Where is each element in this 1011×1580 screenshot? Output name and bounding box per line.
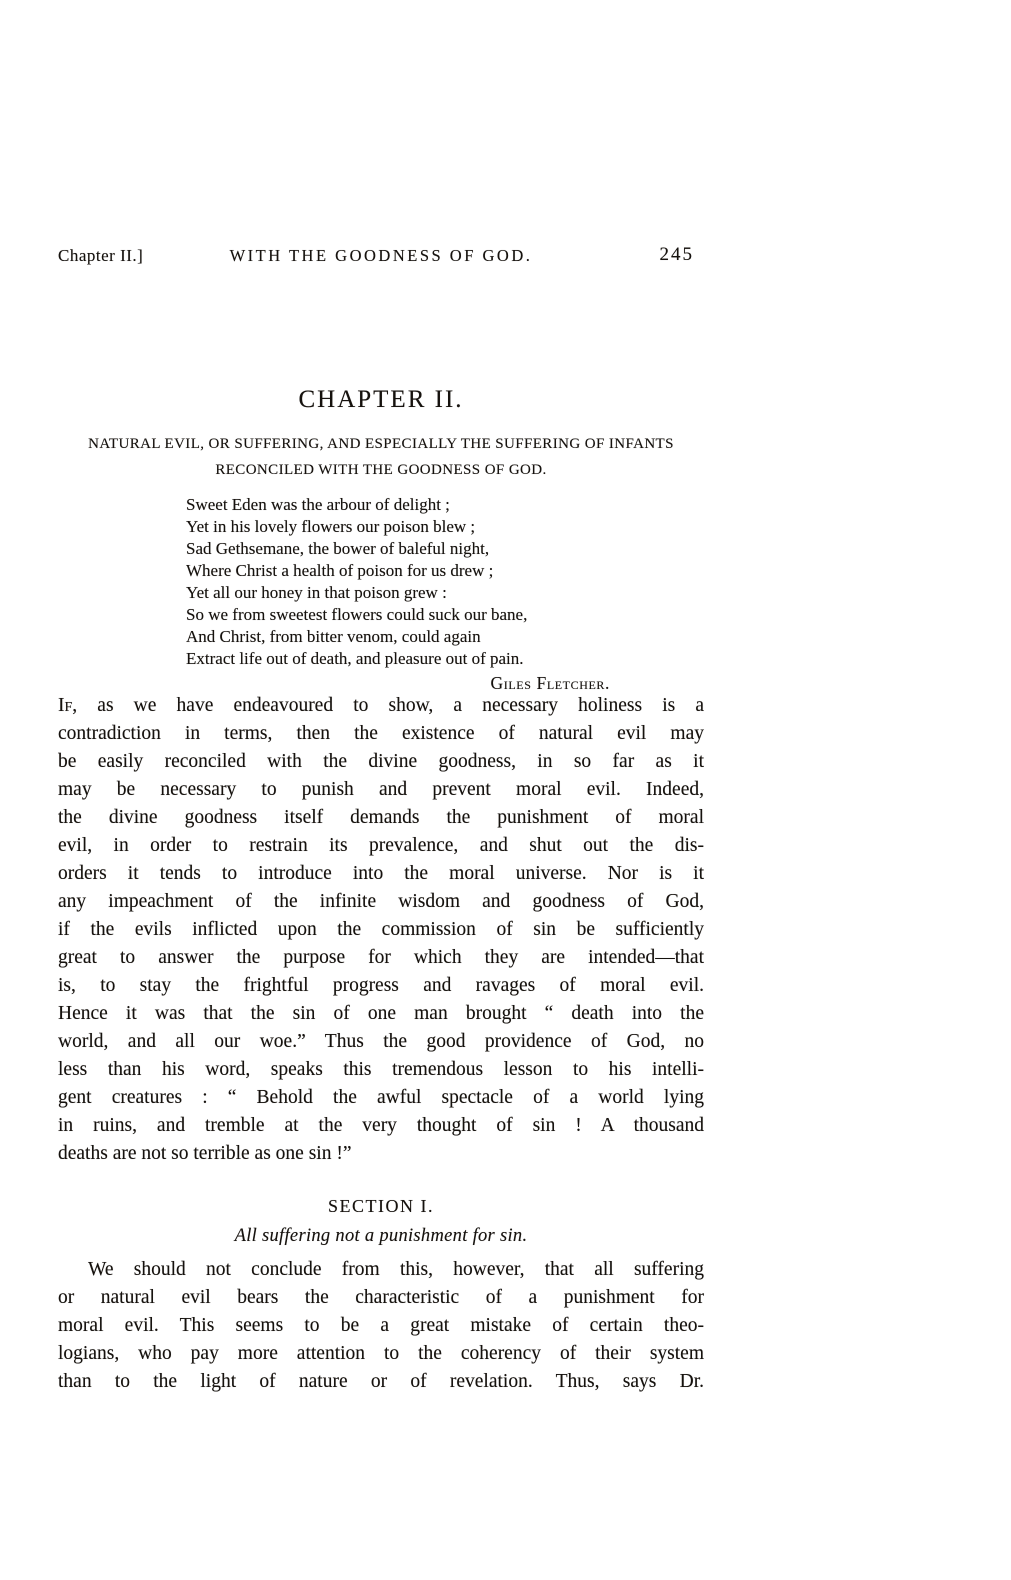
lead-small-caps: If bbox=[58, 695, 73, 716]
text-line: deaths are not so terrible as one sin !” bbox=[58, 1143, 352, 1164]
poem-line: Sweet Eden was the arbour of delight ; bbox=[186, 495, 450, 514]
text-line: moral evil. This seems to be a great mistake of certain theo- bbox=[58, 1315, 704, 1336]
text-line: or natural evil bears the characteristic of a punishment for bbox=[58, 1287, 704, 1308]
poem-line: Sad Gethsemane, the bower of baleful night, bbox=[186, 539, 490, 558]
text-line: than to the light of nature or of revelation. Thus, says Dr. bbox=[58, 1371, 704, 1392]
text-line-content: , as we have endeavoured to show, a necessary holiness is a bbox=[72, 695, 704, 716]
poem-line: Yet all our honey in that poison grew : bbox=[186, 583, 447, 602]
text-line: Hence it was that the sin of one man brought “ death into the bbox=[58, 1003, 704, 1024]
epigraph-poem bbox=[186, 494, 610, 694]
poem-line: Yet in his lovely flowers our poison blew ; bbox=[186, 517, 476, 536]
chapter-subtitle-line: RECONCILED WITH THE GOODNESS OF GOD. bbox=[215, 462, 547, 478]
text-line: contradiction in terms, then the existence of natural evil may bbox=[58, 723, 704, 744]
text-line: any impeachment of the infinite wisdom and goodness of God, bbox=[58, 891, 704, 912]
text-line: great to answer the purpose for which they are intended—that bbox=[58, 947, 704, 968]
text-line: world, and all our woe.” Thus the good providence of God, no bbox=[58, 1031, 704, 1052]
chapter-title: CHAPTER II. bbox=[298, 386, 464, 413]
running-head bbox=[58, 244, 704, 270]
poem-line: So we from sweetest flowers could suck our bane, bbox=[186, 605, 528, 624]
text-line: is, to stay the frightful progress and ravages of moral evil. bbox=[58, 975, 704, 996]
text-line: be easily reconciled with the divine goodness, in so far as it bbox=[58, 751, 704, 772]
chapter-subtitle bbox=[38, 431, 724, 483]
text-line: evil, in order to restrain its prevalence, and shut out the dis- bbox=[58, 835, 704, 856]
poem-line: Where Christ a health of poison for us drew ; bbox=[186, 561, 494, 580]
body-paragraph-1 bbox=[58, 692, 704, 1168]
text-line: We should not conclude from this, however, that all suffering bbox=[88, 1259, 704, 1280]
section-subtitle: All suffering not a punishment for sin. bbox=[234, 1226, 528, 1246]
running-head-chapter: Chapter II.] bbox=[58, 246, 144, 265]
text-line: less than his word, speaks this tremendous lesson to his intelli- bbox=[58, 1059, 704, 1080]
text-line bbox=[58, 692, 704, 720]
section-title: SECTION I. bbox=[328, 1196, 434, 1216]
text-line: gent creatures : “ Behold the awful spectacle of a world lying bbox=[58, 1087, 704, 1108]
chapter-subtitle-line: NATURAL EVIL, OR SUFFERING, AND ESPECIALLY THE SUFFERING OF INFANTS bbox=[88, 436, 674, 452]
poem-line: And Christ, from bitter venom, could again bbox=[186, 627, 481, 646]
text-line: may be necessary to punish and prevent moral evil. Indeed, bbox=[58, 779, 704, 800]
text-line: orders it tends to introduce into the moral universe. Nor is it bbox=[58, 863, 704, 884]
poem-attribution: Giles Fletcher. bbox=[490, 673, 610, 693]
text-line: if the evils inflicted upon the commission of sin be sufficiently bbox=[58, 919, 704, 940]
text-line: the divine goodness itself demands the punishment of moral bbox=[58, 807, 704, 828]
page-number: 245 bbox=[659, 244, 694, 265]
body-paragraph-2 bbox=[58, 1256, 704, 1396]
text-line: in ruins, and tremble at the very thought of sin ! A thousand bbox=[58, 1115, 704, 1136]
poem-line: Extract life out of death, and pleasure out of pain. bbox=[186, 649, 524, 668]
text-line: logians, who pay more attention to the coherency of their system bbox=[58, 1343, 704, 1364]
running-head-title: WITH THE GOODNESS OF GOD. bbox=[229, 246, 533, 265]
